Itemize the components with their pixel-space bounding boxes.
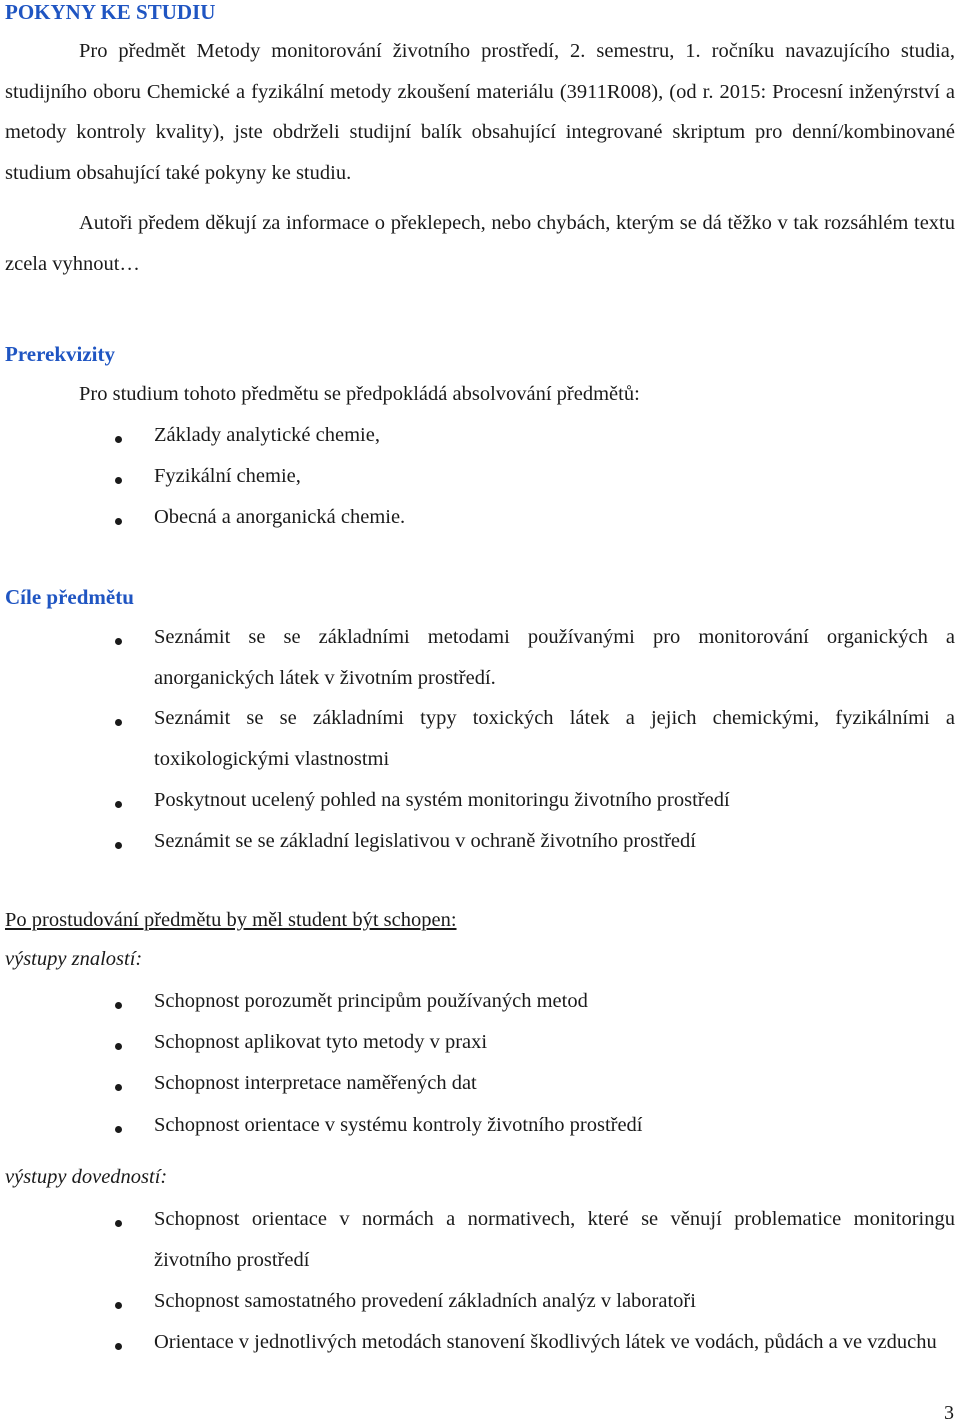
bullet-icon xyxy=(115,1002,122,1009)
goals-title: Cíle předmětu xyxy=(5,585,134,609)
bullet-icon xyxy=(115,842,122,849)
bullet-icon xyxy=(115,638,122,645)
thanks-paragraph xyxy=(5,203,955,284)
bullet-icon xyxy=(115,1302,122,1309)
bullet-icon xyxy=(115,1220,122,1227)
bullet-icon xyxy=(115,1084,122,1091)
bullet-icon xyxy=(115,1126,122,1133)
bullet-icon xyxy=(115,801,122,808)
bullet-icon xyxy=(115,436,122,443)
thanks-text: Autoři předem děkují za informace o překlepech, nebo chybách, kterým se dá těžko v tak rozsáhlém textu zcela vyhnout… xyxy=(5,212,955,275)
intro-text: Pro předmět Metody monitorování životního prostředí, 2. semestru, 1. ročníku navazujícího studia, studijního oboru Chemické a fyzikální metody zkoušení materiálu (3911R008), (od r. 2015: Procesní inženýrství a metody kontroly kvality), jste obdrželi studijní balík obsahující integrované skriptum pro denní/kombinované studium obsahující také pokyny ke studiu. xyxy=(5,40,955,184)
page-number: 3 xyxy=(944,1402,954,1424)
outcomes-title: Po prostudování předmětu by měl student být schopen: xyxy=(5,909,457,931)
prereq-lead: Pro studium tohoto předmětu se předpokládá absolvování předmětů: xyxy=(79,383,640,405)
prereq-title: Prerekvizity xyxy=(5,342,116,366)
bullet-icon xyxy=(115,719,122,726)
knowledge-label: výstupy znalostí: xyxy=(5,948,143,970)
document-page: POKYNY KE STUDIU Pro předmět Metody monitorování životního prostředí, 2. semestru, 1. ročníku navazujícího studia, studijního oboru Chemické a fyzikální metody zkoušení materiálu (3911R008), (od r. 2015: Procesní inženýrství a metody kontroly kvality), jste obdrželi studijní balík obsahující integrované skriptum pro denní/kombinované studium obsahující také pokyny ke studiu. Autoři předem děkují za informace o překlepech, nebo chybách, kterým se dá těžko v tak rozsáhlém textu zcela vyhnout… Prerekvizity Pro studium tohoto předmětu se předpokládá absolvování předmětů: Základy analytické chemie, Fyzikální chemie, Obecná a anorganická chemie. Cíle předmětu Seznámit se se základními metodami používanými pro monitorování organických a anorganických látek v životním prostředí. Seznámit se se základními typy toxických látek a jejich chemickými, fyzikálními a toxikologickými vlastnostmi Poskytnout ucelený pohled na systém monitoringu životního prostředí Seznámit se se základní legislativou v ochraně životního prostředí Po prostudování předmětu by měl student být schopen: výstupy znalostí: Schopnost porozumět principům používaných metod Schopnost aplikovat tyto metody v praxi Schopnost interpretace naměřených dat Schopnost orientace v systému kontroly životního prostředí výstupy dovedností: Schopnost orientace v normách a normativech, které se věnují problematice monitoringu životního prostředí Schopnost samostatného provedení základních analýz v laboratoři Orientace v jednotlivých metodách stanovení škodlivých látek ve vodách, půdách a ve vzduchu 3 xyxy=(5,0,955,1424)
bullet-icon xyxy=(115,1043,122,1050)
intro-paragraph xyxy=(5,31,955,193)
page-heading: POKYNY KE STUDIU xyxy=(5,0,216,24)
bullet-icon xyxy=(115,1343,122,1350)
bullet-icon xyxy=(115,477,122,484)
skills-label: výstupy dovedností: xyxy=(5,1166,168,1188)
bullet-icon xyxy=(115,518,122,525)
